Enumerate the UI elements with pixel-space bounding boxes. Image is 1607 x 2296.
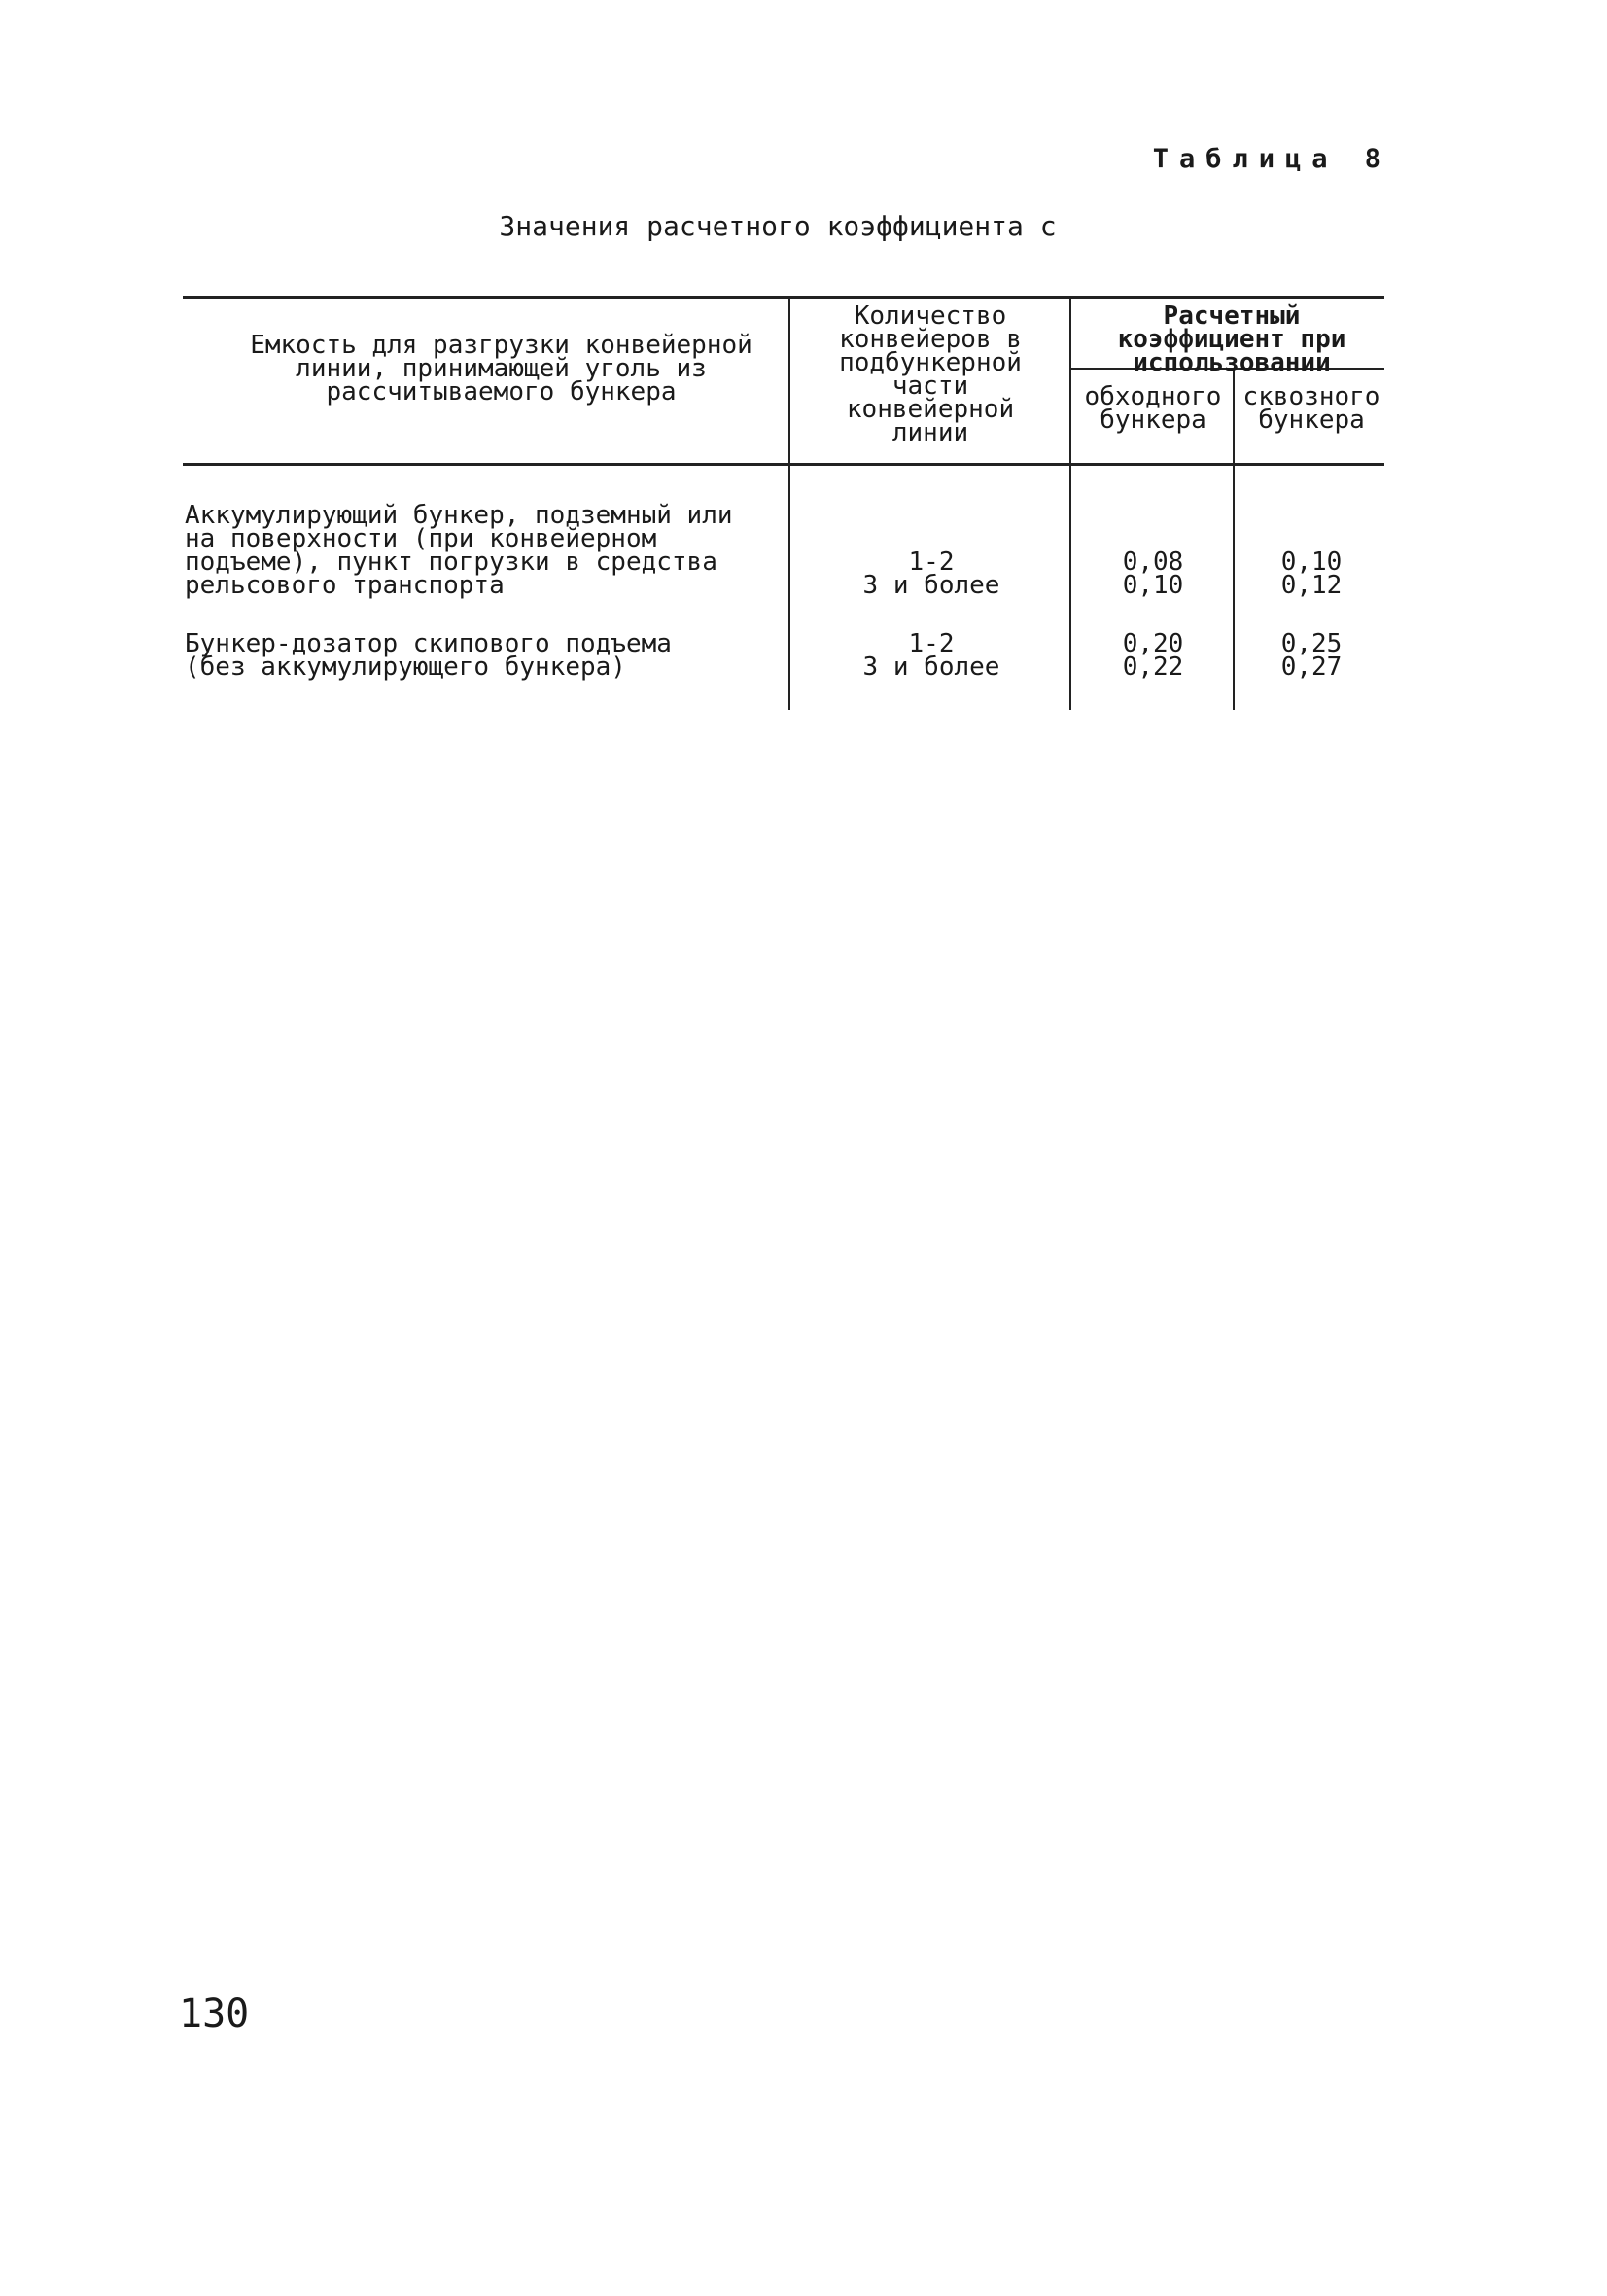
row-1-through-a: 0,10 [1280,548,1343,577]
header-through-bunker: сквозного бункера [1242,382,1380,435]
col-divider-1 [788,296,790,710]
row-1-bypass-b: 0,10 [1122,571,1184,600]
page-number: 130 [179,1992,250,2036]
row-1-count-b: 3 и более [862,571,1000,600]
header-conveyor-count: Количество конвейеров в подбункерной части конвейерной линии [839,301,1022,447]
row-2-through-b: 0,27 [1280,653,1343,682]
row-2-count-a: 1-2 [908,629,955,658]
row-2-through-a: 0,25 [1280,629,1343,658]
header-capacity: Емкость для разгрузки конвейерной линии, принимающей уголь из рассчитываемого бункера [250,331,752,406]
row-1-through-b: 0,12 [1280,571,1343,600]
row-1-bypass-a: 0,08 [1122,548,1184,577]
header-bypass-bunker: обходного бункера [1084,382,1222,435]
row-2-bypass-a: 0,20 [1122,629,1184,658]
row-2-label: Бункер-дозатор скипового подъема (без аккумулирующего бункера) [185,629,672,682]
header-coefficient-group: Расчетный коэффициент при использовании [1117,301,1346,377]
header-bottom-rule [183,463,1384,466]
col-divider-2 [1069,296,1071,710]
row-1-label: Аккумулирующий бункер, подземный или на поверхности (при конвейерном подъеме), пункт погрузки в средства рельсового транспорта [185,501,733,600]
table-number: Таблица 8 [1152,144,1391,174]
coefficient-table [183,292,1386,710]
row-2-bypass-b: 0,22 [1122,653,1184,682]
row-1-count-a: 1-2 [908,548,955,577]
table-title: Значения расчетного коэффициента с [499,210,1057,242]
row-2-count-b: 3 и более [862,653,1000,682]
table-top-rule [183,296,1384,299]
col-divider-3 [1233,370,1235,710]
